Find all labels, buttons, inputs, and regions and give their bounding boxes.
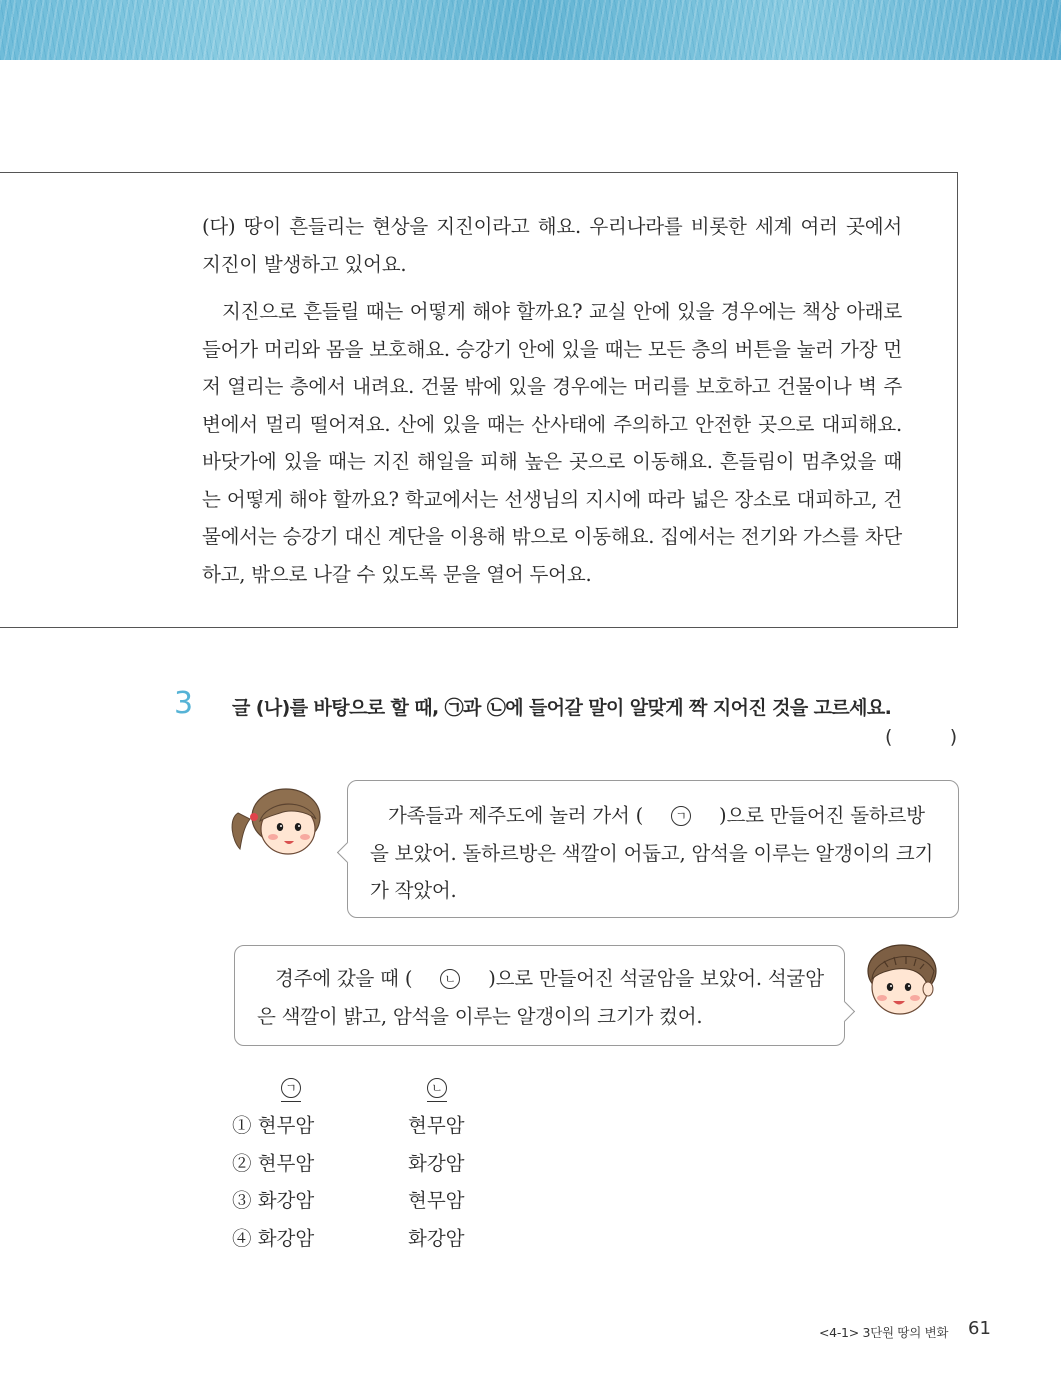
choice-label: ③ 화강암: [232, 1189, 315, 1212]
question-number: 3: [174, 686, 194, 721]
passage-paragraph-2: 지진으로 흔들릴 때는 어떻게 해야 할까요? 교실 안에 있을 경우에는 책상 아래로 들어가 머리와 몸을 보호해요. 승강기 안에 있을 때는 모든 층의 버튼을 눌러 가장 먼저 열리는 층에서 내려요. 건물 밖에 있을 경우에는 머리를 보호하고 건물이나 벽 주변에서 멀리 떨어져요. 산에 있을 때는 산사태에 주의하고 안전한 곳으로 대피해요. 바닷가에 있을 때는 지진 해일을 피해 높은 곳으로 이동해요. 흔들림이 멈추었을 때는 어떻게 해야 할까요? 학교에서는 선생님의 지시에 따라 넓은 장소로 대피하고, 건물에서는 승강기 대신 계단을 이용해 밖으로 이동해요. 집에서는 전기와 가스를 차단하고, 밖으로 나갈 수 있도록 문을 열어 두어요.: [202, 300, 902, 586]
choice-label: ④ 화강암: [232, 1227, 315, 1250]
header-marker-a: ㄱ: [281, 1078, 301, 1098]
column-header-a: [280, 1076, 302, 1102]
choice-row[interactable]: [232, 1110, 532, 1147]
speech-bubble-boy: [234, 945, 845, 1046]
passage-paragraph-1: (다) 땅이 흔들리는 현상을 지진이라고 해요. 우리나라를 비롯한 세계 여러 곳에서 지진이 발생하고 있어요.: [202, 215, 902, 276]
bubble-tail: [337, 842, 358, 863]
girl-avatar-icon: [230, 783, 326, 863]
choice-value: 화강암: [408, 1152, 465, 1175]
bubble-text-after: )으로 만들어진 석굴암을 보았어. 석굴암은 색깔이 밝고, 암석을 이루는 알갱이의 크기가 컸어.: [257, 967, 824, 1028]
column-header-b: [426, 1076, 448, 1102]
reading-passage: [202, 208, 902, 593]
answer-blank[interactable]: ( ): [885, 726, 959, 748]
marker-b: ㄴ: [440, 969, 460, 989]
header-underline: [427, 1076, 447, 1102]
bubble-text-before: 경주에 갔을 때 (: [275, 967, 413, 990]
header-marker-b: ㄴ: [427, 1078, 447, 1098]
blank-a: [643, 797, 719, 835]
speech-bubble-girl: [347, 780, 959, 918]
header-band: [0, 0, 1061, 60]
bubble-text-before: 가족들과 제주도에 놀러 가서 (: [388, 804, 644, 827]
question-text: 글 (나)를 바탕으로 할 때, ㉠과 ㉡에 들어갈 말이 알맞게 짝 지어진 것을 고르세요.: [232, 697, 892, 719]
choice-label: ① 현무암: [232, 1114, 315, 1137]
choice-label: ② 현무암: [232, 1152, 315, 1175]
blank-b: [412, 960, 488, 998]
boy-avatar-icon: [862, 941, 942, 1023]
choice-row[interactable]: [232, 1148, 532, 1185]
choice-row[interactable]: [232, 1223, 532, 1260]
page-number: 61: [968, 1318, 991, 1339]
choice-row[interactable]: [232, 1185, 532, 1222]
choice-value: 화강암: [408, 1227, 465, 1250]
marker-a: ㄱ: [671, 806, 691, 826]
choice-value: 현무암: [408, 1114, 465, 1137]
header-underline: [281, 1076, 301, 1102]
bubble-tail: [834, 1001, 855, 1022]
choice-value: 현무암: [408, 1189, 465, 1212]
footer-unit-label: <4-1> 3단원 땅의 변화: [819, 1325, 949, 1340]
bubble-text-after: )으로 만들어진 돌하르방을 보았어. 돌하르방은 색깔이 어둡고, 암석을 이루는 알갱이의 크기가 작았어.: [370, 804, 934, 902]
